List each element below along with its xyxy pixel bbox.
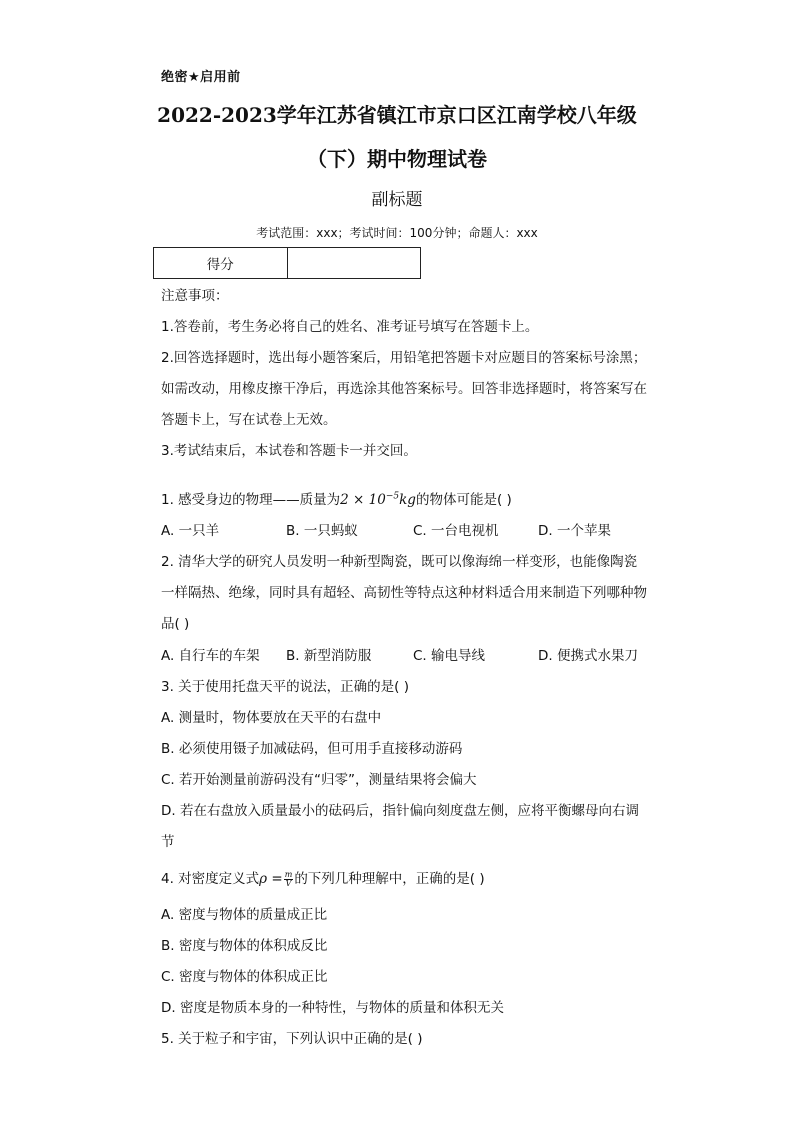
confidential-label: 绝密★启用前 [161,70,241,85]
question-2-stem-line: 2. 清华大学的研究人员发明一种新型陶瓷，既可以像海绵一样变形，也能像陶瓷 [161,554,638,570]
q4-option-c: C. 密度与物体的体积成正比 [161,969,328,985]
q2-option-a: A. 自行车的车架 [161,648,260,664]
q1-option-b: B. 一只蚂蚁 [286,523,358,539]
q4-denominator: V [285,878,292,888]
exam-title-line1: 2022-2023学年江苏省镇江市京口区江南学校八年级 [157,103,637,127]
q3-option-d-continued: 节 [161,834,175,850]
score-value-cell [287,248,420,279]
q1-option-c: C. 一台电视机 [413,523,499,539]
q4-prefix: 4. 对密度定义式 [161,871,260,887]
notice-line: 2.回答选择题时，选出每小题答案后，用铅笔把答题卡对应题目的答案标号涂黑； [161,350,647,366]
question-5-stem: 5. 关于粒子和宇宙，下列认识中正确的是( ) [161,1031,423,1047]
q3-option-a: A. 测量时，物体要放在天平的右盘中 [161,710,382,726]
q4-option-b: B. 密度与物体的体积成反比 [161,938,328,954]
q4-numerator: m [284,869,293,879]
q3-option-b: B. 必须使用镊子加减砝码，但可用手直接移动游码 [161,741,463,757]
q2-option-c: C. 输电导线 [413,648,486,664]
exam-subtitle: 副标题 [371,190,423,210]
question-2-stem-line: 一样隔热、绝缘，同时具有超轻、高韧性等特点这种材料适合用来制造下列哪种物 [161,585,647,601]
q1-option-a: A. 一只羊 [161,523,220,539]
score-table [153,247,421,279]
q1-suffix: 的物体可能是( ) [415,492,512,508]
notice-line: 如需改动，用橡皮擦干净后，再选涂其他答案标号。回答非选择题时，将答案写在 [161,381,647,397]
q1-formula-exponent: −5 [385,491,400,502]
q4-option-a: A. 密度与物体的质量成正比 [161,907,328,923]
score-label: 得分 [154,248,288,279]
q1-formula-base: 2 × 10 [340,492,386,508]
notice-line: 3.考试结束后，本试卷和答题卡一并交回。 [161,443,417,459]
question-1-stem [161,491,512,509]
exam-info: 考试范围：xxx；考试时间：100分钟；命题人：xxx [256,226,538,240]
question-4-stem [161,870,485,888]
q3-option-d: D. 若在右盘放入质量最小的砝码后，指针偏向刻度盘左侧，应将平衡螺母向右调 [161,803,639,819]
q3-option-c: C. 若开始测量前游码没有“归零”，测量结果将会偏大 [161,772,477,788]
q1-formula [340,492,416,508]
q1-option-d: D. 一个苹果 [538,523,611,539]
question-2-stem-line: 品( ) [161,616,190,632]
exam-title-line2: （下）期中物理试卷 [307,147,487,171]
q4-fraction [284,871,294,888]
q2-option-b: B. 新型消防服 [286,648,372,664]
q4-option-d: D. 密度是物质本身的一种特性，与物体的质量和体积无关 [161,1000,504,1016]
notice-heading: 注意事项： [161,288,229,304]
q4-suffix: 的下列几种理解中，正确的是( ) [294,871,485,887]
question-3-stem: 3. 关于使用托盘天平的说法，正确的是( ) [161,679,409,695]
notice-line: 答题卡上，写在试卷上无效。 [161,412,337,428]
q2-option-d: D. 便携式水果刀 [538,648,638,664]
q1-formula-unit: kg [399,492,416,508]
q1-prefix: 1. 感受身边的物理——质量为 [161,492,341,508]
notice-line: 1.答卷前，考生务必将自己的姓名、准考证号填写在答题卡上。 [161,319,539,335]
q4-rho: ρ = [259,871,283,887]
